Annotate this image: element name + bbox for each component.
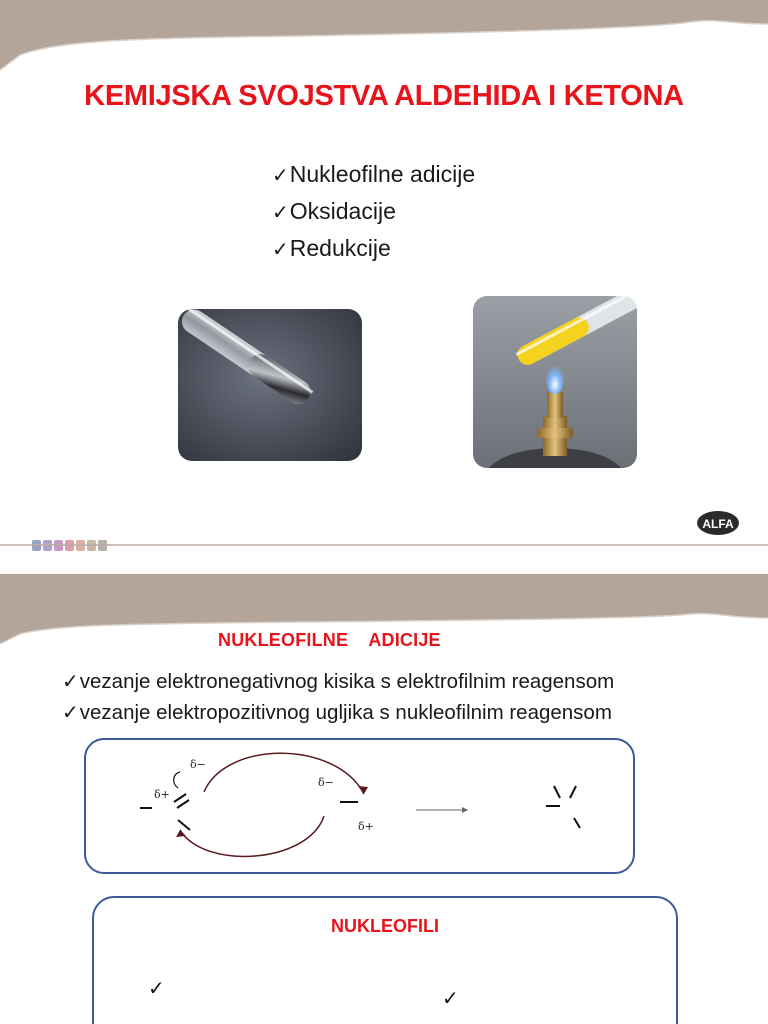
checkmark-icon: ✓ xyxy=(62,700,79,724)
bullet-text: vezanje elektropozitivnog ugljika s nukleofilnim reagensom xyxy=(79,701,612,724)
color-dots-decoration xyxy=(32,538,109,556)
bond-line xyxy=(178,820,190,830)
section-heading: NUKLEOFILNE ADICIJE xyxy=(218,630,441,650)
logo-text: ALFA xyxy=(702,517,734,531)
bond-line xyxy=(570,786,576,798)
decorative-top-band xyxy=(0,0,768,90)
checkmark-icon: ✓ xyxy=(442,986,459,1010)
reaction-diagram-box xyxy=(84,738,635,874)
bond-line xyxy=(177,800,189,808)
slide-2 xyxy=(0,574,768,1024)
bullet-text: Nukleofilne adicije xyxy=(289,161,476,187)
footer-divider xyxy=(0,543,768,547)
nucleophiles-box xyxy=(92,896,678,1024)
page-title: KEMIJSKA SVOJSTVA ALDEHIDA I KETONA xyxy=(84,80,684,112)
bullet-text: Redukcije xyxy=(289,235,391,261)
curved-arrow-small xyxy=(174,772,180,788)
checkmark-icon: ✓ xyxy=(272,237,289,261)
bullet-text: vezanje elektronegativnog kisika s elektrofilnim reagensom xyxy=(79,670,615,693)
bullet-text: Oksidacije xyxy=(289,198,396,224)
delta-minus-label: δ− xyxy=(318,776,334,789)
bullet-list xyxy=(62,666,614,728)
bullet-item xyxy=(272,193,475,230)
bullet-item xyxy=(272,156,475,193)
reaction-mechanism-diagram xyxy=(86,740,633,872)
nucleophiles-title: NUKLEOFILI xyxy=(331,916,439,936)
curved-arrow-top xyxy=(204,753,364,794)
checkmark-icon: ✓ xyxy=(62,669,79,693)
bullet-item xyxy=(272,230,475,267)
curved-arrow-bottom xyxy=(180,816,324,856)
slide-gap xyxy=(0,562,768,574)
checkmark-icon: ✓ xyxy=(272,200,289,224)
delta-minus-label: δ− xyxy=(190,758,206,771)
bullet-item xyxy=(62,666,614,697)
checkmark-icon: ✓ xyxy=(272,163,289,187)
bullet-list xyxy=(272,156,475,267)
delta-plus-label: δ+ xyxy=(154,788,170,801)
alfa-logo xyxy=(696,510,740,536)
checkmark-icon: ✓ xyxy=(148,976,165,1000)
bullet-item xyxy=(62,697,614,728)
burner-test-tube-photo xyxy=(473,296,637,468)
bond-line xyxy=(574,818,580,828)
bond-line xyxy=(554,786,560,798)
bond-line xyxy=(174,794,186,802)
silver-mirror-photo xyxy=(178,309,362,461)
delta-plus-label: δ+ xyxy=(358,820,374,833)
